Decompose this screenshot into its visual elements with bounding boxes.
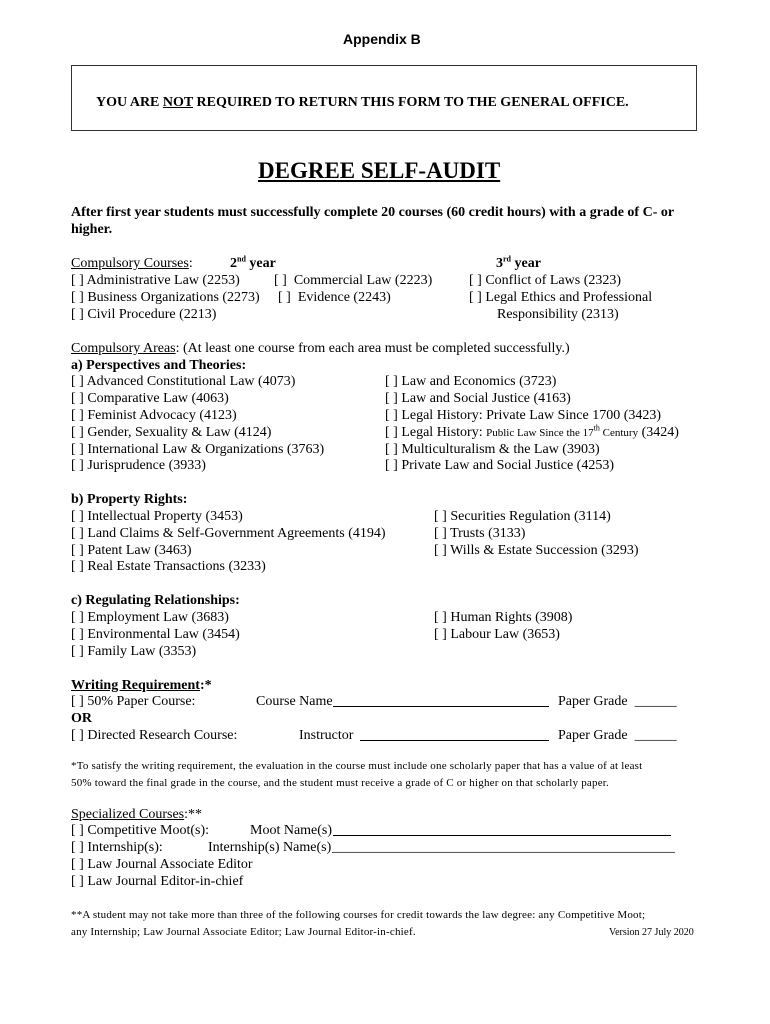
internship-name-field[interactable]: _________________________________________________ <box>332 840 675 855</box>
course-label: Employment Law (3683) <box>87 610 229 625</box>
course-label: Jurisprudence (3933) <box>87 458 206 473</box>
third-year-num: 3 <box>496 256 503 271</box>
course-label: Feminist Advocacy (4123) <box>87 408 237 423</box>
checkbox[interactable]: [ ] <box>71 526 84 541</box>
course-label: Private Law and Social Justice (4253) <box>401 458 614 473</box>
compulsory-heading: Compulsory Courses: <box>71 256 193 271</box>
course-label: Evidence (2243) <box>297 290 391 305</box>
course-label-small-post: Century <box>599 427 639 439</box>
checkbox[interactable]: [ ] <box>71 543 84 558</box>
course-label: Intellectual Property (3453) <box>87 509 243 524</box>
course-label: Human Rights (3908) <box>450 610 573 625</box>
checkbox[interactable]: [ ] <box>71 408 84 423</box>
checkbox[interactable]: [ ] <box>71 644 84 659</box>
course-patent-law[interactable] <box>71 542 192 559</box>
paper-grade-label: Paper Grade <box>558 694 628 709</box>
checkbox[interactable]: [ ] <box>71 442 84 457</box>
third-year-word: year <box>511 256 541 271</box>
course-gender-sexuality-law[interactable] <box>71 424 271 441</box>
checkbox[interactable]: [ ] <box>469 273 482 288</box>
course-name-label: Course Name <box>256 694 333 709</box>
checkbox[interactable]: [ ] <box>71 694 84 709</box>
notice-suffix: REQUIRED TO RETURN THIS FORM TO THE GENERAL OFFICE. <box>193 95 629 110</box>
second-year-sup: nd <box>237 254 246 264</box>
course-label-small: Public Law Since the 17 <box>486 427 594 439</box>
second-year-num: 2 <box>230 256 237 271</box>
paper-grade-field[interactable]: ______ <box>634 728 677 743</box>
instructor-field[interactable] <box>360 727 549 741</box>
checkbox[interactable]: [ ] <box>71 728 84 743</box>
checkbox[interactable]: [ ] <box>385 425 398 440</box>
writing-footnote-2: 50% toward the final grade in the course, and the student must receive a grade of C or higher on that scholarly paper. <box>71 777 609 789</box>
second-year-heading <box>230 255 276 272</box>
writing-option-paper-course[interactable] <box>71 693 195 710</box>
course-label: Legal History: <box>401 425 487 440</box>
course-conflict-of-laws[interactable] <box>469 272 621 289</box>
checkbox[interactable]: [ ] <box>385 374 398 389</box>
specialized-heading <box>71 806 202 823</box>
checkbox[interactable]: [ ] <box>385 458 398 473</box>
areas-heading <box>71 340 570 357</box>
specialized-footnote-1: **A student may not take more than three of the following courses for credit towards the law degree: any Competitive Moot; <box>71 909 646 921</box>
writing-heading <box>71 677 212 694</box>
checkbox[interactable]: [ ] <box>278 290 291 305</box>
return-notice <box>96 94 629 111</box>
course-civil-procedure[interactable] <box>71 306 216 323</box>
area-a-heading: a) Perspectives and Theories: <box>71 358 247 373</box>
option-label: Law Journal Associate Editor <box>87 857 253 872</box>
page-title: DEGREE SELF-AUDIT <box>258 158 501 183</box>
specialized-internship[interactable] <box>71 839 163 856</box>
course-label: Patent Law (3463) <box>87 543 192 558</box>
checkbox[interactable]: [ ] <box>385 442 398 457</box>
course-label: Trusts (3133) <box>450 526 526 541</box>
course-jurisprudence[interactable] <box>71 457 206 474</box>
specialized-heading-suffix: :** <box>184 807 203 822</box>
course-label: Business Organizations (2273) <box>87 290 260 305</box>
course-label: International Law & Organizations (3763) <box>87 442 325 457</box>
course-label: Wills & Estate Succession (3293) <box>450 543 639 558</box>
checkbox[interactable]: [ ] <box>71 425 84 440</box>
course-label: Labour Law (3653) <box>450 627 560 642</box>
course-legal-ethics-continued: Responsibility (2313) <box>497 307 619 322</box>
paper-grade-1 <box>558 693 677 710</box>
moot-name-label: Moot Name(s) <box>250 823 333 838</box>
course-label: Law and Social Justice (4163) <box>401 391 571 406</box>
checkbox[interactable]: [ ] <box>434 526 447 541</box>
notice-prefix: YOU ARE <box>96 95 163 110</box>
intro-line-1: After first year students must successfully complete 20 courses (60 credit hours) with a grade of C- or <box>71 205 675 220</box>
course-code: (3424) <box>638 425 679 440</box>
course-legal-history-private[interactable] <box>385 407 661 424</box>
writing-heading-text: Writing Requirement <box>71 678 200 693</box>
checkbox[interactable]: [ ] <box>385 391 398 406</box>
option-label: Internship(s): <box>87 840 163 855</box>
checkbox[interactable]: [ ] <box>71 273 84 288</box>
course-securities-regulation[interactable] <box>434 508 611 525</box>
course-label: Real Estate Transactions (3233) <box>87 559 266 574</box>
course-label: Conflict of Laws (2323) <box>485 273 622 288</box>
course-feminist-advocacy[interactable] <box>71 407 237 424</box>
course-label: Comparative Law (4063) <box>87 391 229 406</box>
notice-not: NOT <box>162 95 193 110</box>
course-intellectual-property[interactable] <box>71 508 243 525</box>
course-multiculturalism[interactable] <box>385 441 600 458</box>
option-label: Competitive Moot(s): <box>87 823 210 838</box>
course-business-organizations[interactable] <box>71 289 260 306</box>
course-comparative-law[interactable] <box>71 390 229 407</box>
second-year-word: year <box>245 256 276 271</box>
course-private-law-social-justice[interactable] <box>385 457 614 474</box>
option-label: Directed Research Course: <box>87 728 238 743</box>
third-year-heading <box>496 255 541 272</box>
course-evidence[interactable] <box>278 289 391 306</box>
course-name-field[interactable] <box>333 693 549 707</box>
checkbox[interactable]: [ ] <box>71 307 84 322</box>
course-real-estate[interactable] <box>71 558 266 575</box>
checkbox[interactable]: [ ] <box>434 543 447 558</box>
checkbox[interactable]: [ ] <box>385 408 398 423</box>
checkbox[interactable]: [ ] <box>71 874 84 889</box>
course-land-claims[interactable] <box>71 525 386 542</box>
paper-grade-label: Paper Grade <box>558 728 628 743</box>
course-label: Land Claims & Self-Government Agreements (4194) <box>87 526 386 541</box>
course-label: Civil Procedure (2213) <box>87 307 217 322</box>
appendix-label: Appendix B <box>343 31 421 47</box>
version-label: Version 27 July 2020 <box>609 927 694 938</box>
writing-heading-suffix: :* <box>199 678 212 693</box>
course-commercial-law[interactable] <box>274 272 432 289</box>
moot-name-field[interactable] <box>333 822 671 836</box>
writing-option-directed-research[interactable] <box>71 727 237 744</box>
course-legal-history-public[interactable] <box>385 424 679 442</box>
specialized-footnote-2: any Internship; Law Journal Associate Editor; Law Journal Editor-in-chief. <box>71 926 416 938</box>
specialized-editor-in-chief[interactable] <box>71 873 243 890</box>
internship-name-label: Internship(s) Name(s) <box>208 840 332 855</box>
course-employment-law[interactable] <box>71 609 229 626</box>
third-year-sup: rd <box>503 254 511 264</box>
checkbox[interactable]: [ ] <box>71 374 84 389</box>
checkbox[interactable]: [ ] <box>71 857 84 872</box>
option-label: Law Journal Editor-in-chief <box>87 874 244 889</box>
option-label: 50% Paper Course: <box>87 694 196 709</box>
checkbox[interactable]: [ ] <box>71 840 84 855</box>
area-b-heading: b) Property Rights: <box>71 492 188 507</box>
intro-line-2: higher. <box>71 222 113 237</box>
checkbox[interactable]: [ ] <box>71 458 84 473</box>
course-label: Legal History: Private Law Since 1700 (3423) <box>401 408 662 423</box>
specialized-heading-text: Specialized Courses <box>71 807 185 822</box>
checkbox[interactable]: [ ] <box>434 509 447 524</box>
course-family-law[interactable] <box>71 643 196 660</box>
course-label: Environmental Law (3454) <box>87 627 240 642</box>
course-label: Law and Economics (3723) <box>401 374 557 389</box>
course-label: Advanced Constitutional Law (4073) <box>86 374 296 389</box>
course-advanced-constitutional-law[interactable] <box>71 373 295 390</box>
course-law-and-social-justice[interactable] <box>385 390 571 407</box>
course-labour-law[interactable] <box>434 626 560 643</box>
course-label: Gender, Sexuality & Law (4124) <box>87 425 272 440</box>
course-international-law[interactable] <box>71 441 324 458</box>
paper-grade-2 <box>558 727 677 744</box>
instructor-label: Instructor <box>299 728 354 743</box>
course-legal-ethics[interactable] <box>469 289 652 306</box>
area-c-heading: c) Regulating Relationships: <box>71 593 240 608</box>
areas-heading-text: Compulsory Areas <box>71 341 176 356</box>
course-label: Multiculturalism & the Law (3903) <box>401 442 600 457</box>
checkbox[interactable]: [ ] <box>71 610 84 625</box>
course-human-rights[interactable] <box>434 609 572 626</box>
course-label: Administrative Law (2253) <box>86 273 240 288</box>
writing-footnote-1: *To satisfy the writing requirement, the evaluation in the course must include one scholarly paper that has a value of at least <box>71 760 643 772</box>
checkbox[interactable]: [ ] <box>71 627 84 642</box>
or-label: OR <box>71 711 92 726</box>
course-trusts[interactable] <box>434 525 525 542</box>
course-law-and-economics[interactable] <box>385 373 556 390</box>
compulsory-heading-text: Compulsory Courses <box>71 256 189 271</box>
specialized-moot[interactable] <box>71 822 209 839</box>
course-label: Commercial Law (2223) <box>293 273 433 288</box>
course-administrative-law[interactable] <box>71 272 240 289</box>
checkbox[interactable]: [ ] <box>274 273 287 288</box>
areas-heading-note: : (At least one course from each area must be completed successfully.) <box>175 341 570 356</box>
checkbox[interactable]: [ ] <box>434 610 447 625</box>
checkbox[interactable]: [ ] <box>71 559 84 574</box>
checkbox[interactable]: [ ] <box>469 290 482 305</box>
specialized-associate-editor[interactable] <box>71 856 253 873</box>
course-environmental-law[interactable] <box>71 626 240 643</box>
course-wills-estate[interactable] <box>434 542 638 559</box>
course-label-sup: th <box>593 423 600 433</box>
paper-grade-field[interactable]: ______ <box>634 694 677 709</box>
checkbox[interactable]: [ ] <box>71 290 84 305</box>
checkbox[interactable]: [ ] <box>71 509 84 524</box>
checkbox[interactable]: [ ] <box>434 627 447 642</box>
checkbox[interactable]: [ ] <box>71 391 84 406</box>
course-label: Legal Ethics and Professional <box>485 290 653 305</box>
course-label: Family Law (3353) <box>87 644 197 659</box>
checkbox[interactable]: [ ] <box>71 823 84 838</box>
course-label: Securities Regulation (3114) <box>450 509 611 524</box>
